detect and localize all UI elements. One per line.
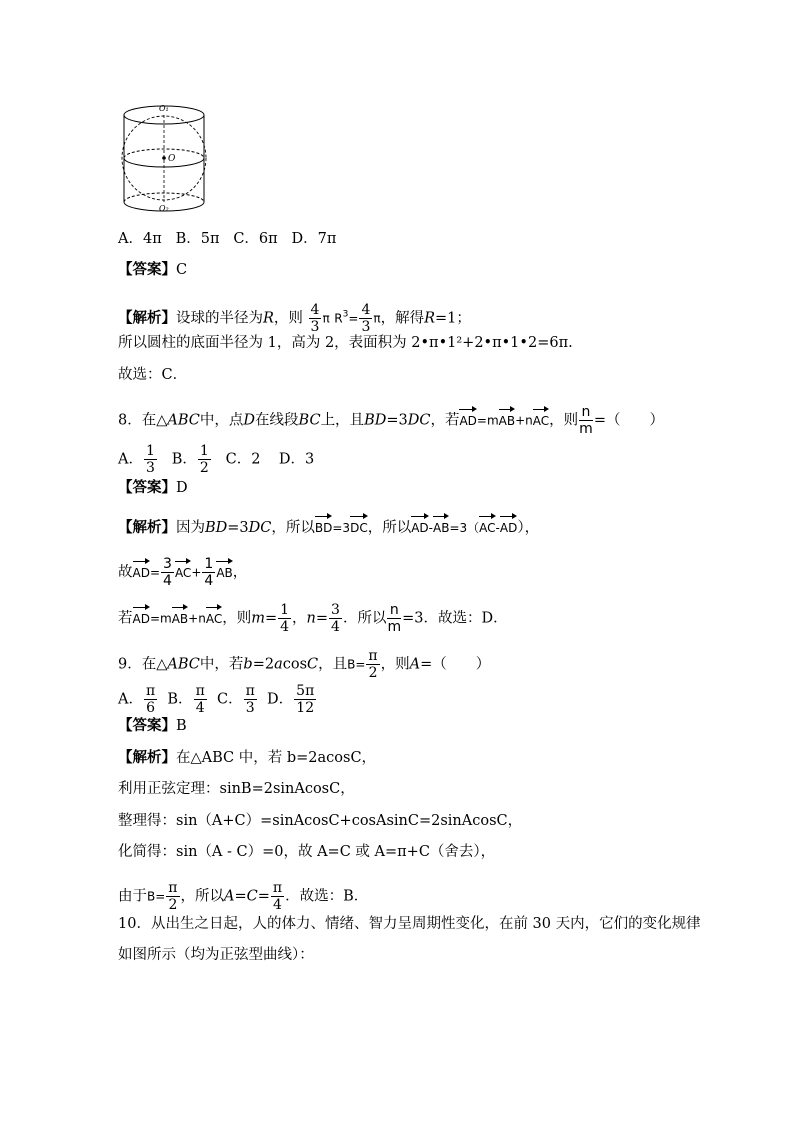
q9-analysis-line5: 由于B= $\frac{\pi}{2}$ ，所以A=C= $\frac{\pi}{4}$ ．故选：B．: [118, 880, 369, 913]
label-o2: O₂: [159, 204, 169, 213]
label-o1: O₁: [159, 104, 169, 113]
q7-analysis-line3: 故选：C．: [118, 367, 188, 383]
q9-options: A． $\frac{\pi}{6}$ B． $\frac{\pi}{4}$ C． $\frac{\pi}{3}$ D． $\frac{5\pi}{12}$: [118, 683, 315, 716]
q7-answer: 【答案】C: [118, 261, 188, 278]
q9-stem: 9．在△ABC中，若b=2acosC，且B= $\frac{\pi}{2}$ ，则A=（ ）: [118, 648, 491, 681]
q9-analysis-line3: 整理得：sin（A+C）=sinAcosC+cosAsinC=2sinAcosC，: [118, 813, 523, 829]
q10-stem-line2: 如图所示（均为正弦型曲线）：: [118, 947, 314, 963]
q8-analysis-line1: 【解析】因为BD=3DC，所以BD=3DC，所以AD-AB=3（AC-AD），: [118, 514, 539, 538]
q9-analysis-line4: 化简得：sin（A - C）=0，故 A=C 或 A=π+C（舍去），: [118, 844, 496, 860]
fraction-4-3: $\frac{4}{3}$: [310, 302, 320, 335]
q7-analysis-line2: 所以圆柱的底面半径为 1，高为 2，表面积为 2•π•1²+2•π•1•2=6π.: [118, 335, 573, 351]
q8-stem: 8．在△ABC中，点D在线段BC上，且BD=3DC，若AD=mAB+nAC，则 $\frac{n}{m}$ =（ ）: [118, 404, 664, 437]
q7-options: A．4π B．5π C．6π D．7π: [118, 231, 337, 247]
q8-analysis-line2: 故AD= $\frac{3}{4}$ AC+ $\frac{1}{4}$ AB，: [118, 556, 248, 589]
q7-analysis-line1: 【解析】设球的半径为R，则 $\frac{4}{3}$ π $R^3=$ $\frac{4}{3}$ π，解得R=1；: [118, 302, 471, 335]
q9-analysis-line2: 利用正弦定理：sinB=2sinAcosC，: [118, 781, 355, 797]
q10-stem-line1: 10．从出生之日起，人的体力、情绪、智力呈周期性变化，在前 30 天内，它们的变化规律: [118, 916, 701, 932]
cylinder-sphere-figure: [118, 98, 210, 218]
fraction-n-m: $\frac{n}{m}$: [579, 404, 593, 437]
q8-options: A． $\frac{1}{3}$ B． $\frac{1}{2}$ C．2 D．3: [118, 443, 315, 476]
q8-analysis-line3: 若AD=mAB+nAC，则m= $\frac{1}{4}$ ，n= $\frac{3}{4}$ ．所以 $\frac{n}{m}$ =3．故选：D．: [118, 602, 508, 635]
label-o: O: [168, 154, 176, 164]
q8-answer: 【答案】D: [118, 479, 188, 496]
fraction-4-3-b: $\frac{4}{3}$: [361, 302, 371, 335]
q9-analysis-line1: 【解析】在△ABC 中，若 b=2acosC，: [118, 749, 377, 766]
q9-answer: 【答案】B: [118, 717, 187, 734]
